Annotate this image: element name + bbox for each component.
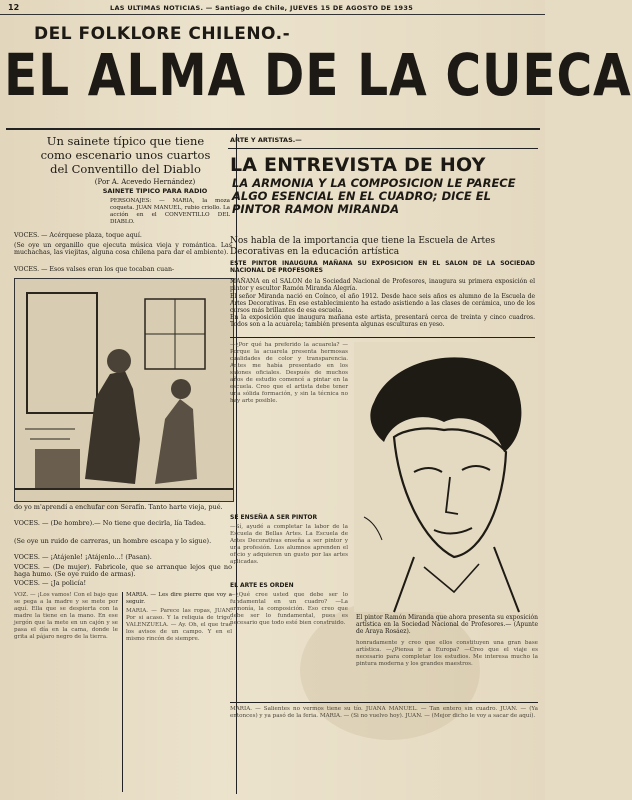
intro-line-1: Un sainete típico que tiene xyxy=(46,134,205,148)
voces-line-6: VOCES. — ¡Ja policía! xyxy=(14,579,87,587)
intro-line-3: del Conventillo del Diablo xyxy=(50,162,201,176)
bottom-rule xyxy=(230,702,538,703)
intro-line-2: como escenario unos cuartos xyxy=(40,148,211,162)
after-illustration-text: do yo m'aprendí a enchufar con Serafín. Tanto harte vieja, pué. xyxy=(14,503,223,511)
interview-column-right: honradamente y creo que ellos constituyen una gran base artística. —¿Piensa ir a Europa? —Creo que el viaje es necesario para completar los estudios. Me interesa mucho la pintura moderna y los grandes maestros. xyxy=(356,640,538,667)
cast-list: PERSONAJES: — MARIA, la moza coqueta. JUAN MANUEL, rubio criollo. La acción en el CONVENTILLO DEL DIABLO. xyxy=(110,198,230,225)
title-rule xyxy=(6,128,540,130)
body-rule xyxy=(230,337,535,338)
sainete-continuation: MARIA. — Salientes no vermos tiene su tío. JUANA MANUEL. — Tan entero sin cuadro. JUAN. — (Ya entonces) y ya pasó de la feria. MARIA. — (Si no vuelvo hoy). JUAN. — (Mejor dicho le voy a sacar de aquí). xyxy=(230,706,538,719)
interview-subhead: LA ARMONIA Y LA COMPOSICION LE PARECE ALGO ESENCIAL EN EL CUADRO; DICE EL PINTOR RAMON MIRANDA xyxy=(232,176,516,216)
conventillo-illustration xyxy=(14,278,234,502)
voces-line-3: VOCES. — (De hombre).— No tiene que decirla, lía Tadea. xyxy=(14,519,206,527)
voces-line-1: VOCES. — Acérquese plaza, toque aquí. xyxy=(14,232,142,239)
byline: (Por A. Acevedo Hernández) xyxy=(94,178,196,186)
interview-headline: LA ENTREVISTA DE HOY xyxy=(230,154,486,176)
masthead xyxy=(0,0,545,15)
sainete-column-left: VOZ. — ¡Los vamos! Con el bajo que se pega a la madre y se mete por aquí. Ella que se despierta con la madre la tiene en la mano. En ese jergón que la mete en un cajón y se pasa el día en la cama, donde le grita al pájaro negro de la tierra. xyxy=(14,592,118,640)
sainete-subtitle: SAINETE TIPICO PARA RADIO xyxy=(102,187,208,195)
voces-line-2: VOCES. — Esos valses eran los que tocaban cuan- xyxy=(14,266,175,273)
body-paragraph-1: MAÑANA en el SALON de la Sociedad Nacional de Profesores, inaugura su primera exposición el pintor y escultor Ramón Miranda Alegría. xyxy=(230,278,535,292)
body-paragraph-2: El señor Miranda nació en Coínco, el año 1912. Desde hace seis años es alumno de la Escuela de Artes Decorativas. En ese establecimiento ha estado asistiendo a las clases de cerámica, uno de los cursos más brillantes de esa escuela. xyxy=(230,293,535,314)
conventillo-drawing xyxy=(15,279,233,501)
interview-subsection-1: SE ENSEÑA A SER PINTOR xyxy=(230,514,318,521)
stage-direction-1: (Se oye un organillo que ejecuta música vieja y romántica. Las muchachas, las viejitas, alguna cosa chilena para dar el ambiente). xyxy=(14,242,232,256)
section-rule xyxy=(228,148,538,149)
stage-direction-2: (Se oye un ruido de carreras, un hombre escapa y lo sigue). xyxy=(14,537,212,545)
interview-column-3: —¿Qué cree usted que debe ser lo fundamental en un cuadro? —La armonía, la composición. Eso creo que debe ser lo fundamental, pues es necesario que todo esté bien construido. xyxy=(230,592,348,626)
column-divider xyxy=(122,592,123,792)
portrait-sketch xyxy=(354,342,538,612)
sainete-column-right: MARIA. — Parece las ropas, JUAN. Por si acaso. Y la reliquia de trigo, VALENZUELA. — Ay. Oh, el que trae los avisos de un campo. Y en el mismo rincón de siempre. xyxy=(126,608,232,642)
voces-line-5: VOCES. — (De mujer). Fabricole, que se arranque lejos que no haga humo. (Se oye ruido de armas). xyxy=(14,563,232,578)
folklore-title: EL ALMA DE LA CUECA xyxy=(4,41,632,109)
voces-line-4: VOCES. — ¡Atájenle! ¡Atájenlo...! (Pasan). xyxy=(14,553,152,561)
miranda-portrait-drawing xyxy=(354,342,538,612)
page-number: 12 xyxy=(8,3,20,12)
section-label: ARTE Y ARTISTAS.— xyxy=(230,136,302,144)
interview-subsection-2: EL ARTE ES ORDEN xyxy=(230,582,294,589)
exposition-intro: ESTE PINTOR INAUGURA MAÑANA SU EXPOSICION EN EL SALON DE LA SOCIEDAD NACIONAL DE PROFESORES xyxy=(230,260,535,274)
interview-column-2: —Sí, ayudé a completar la labor de la Escuela de Bellas Artes. La Escuela de Artes Decorativas enseña a ser pintor y una profesión. Los alumnos aprenden el oficio y adquieren un gusto por las artes aplicadas. xyxy=(230,524,348,565)
portrait-caption: El pintor Ramón Miranda que ahora presenta su exposición artística en la Sociedad Nacional de Profesores.— (Apunte de Araya Rosáez). xyxy=(356,614,538,635)
interview-column-1: —¿Por qué ha preferido la acuarela? —Porque la acuarela presenta hermosas cualidades de color y transparencia. Antes me había presentado en los salones oficiales. Después de muchos años de estudio comencé a pintar en la escuela. Creo que el artista debe tener una sólida formación, y sin la técnica no hay arte posible. xyxy=(230,342,348,404)
body-paragraph-3: En la exposición que inaugura mañana este artista, presentará cerca de treinta y cinco cuadros. Todos son a la acuarela; también presenta algunas esculturas en yeso. xyxy=(230,314,535,328)
maria-line-1: MARIA. — Les dire pierre que voy a seguir. xyxy=(126,592,232,605)
folklore-kicker: DEL FOLKLORE CHILENO.- xyxy=(34,24,291,44)
header-line: LAS ULTIMAS NOTICIAS. — Santiago de Chile, JUEVES 15 DE AGOSTO DE 1935 xyxy=(110,4,414,12)
interview-deck: Nos habla de la importancia que tiene la Escuela de Artes Decorativas en la educación artística xyxy=(230,236,496,257)
